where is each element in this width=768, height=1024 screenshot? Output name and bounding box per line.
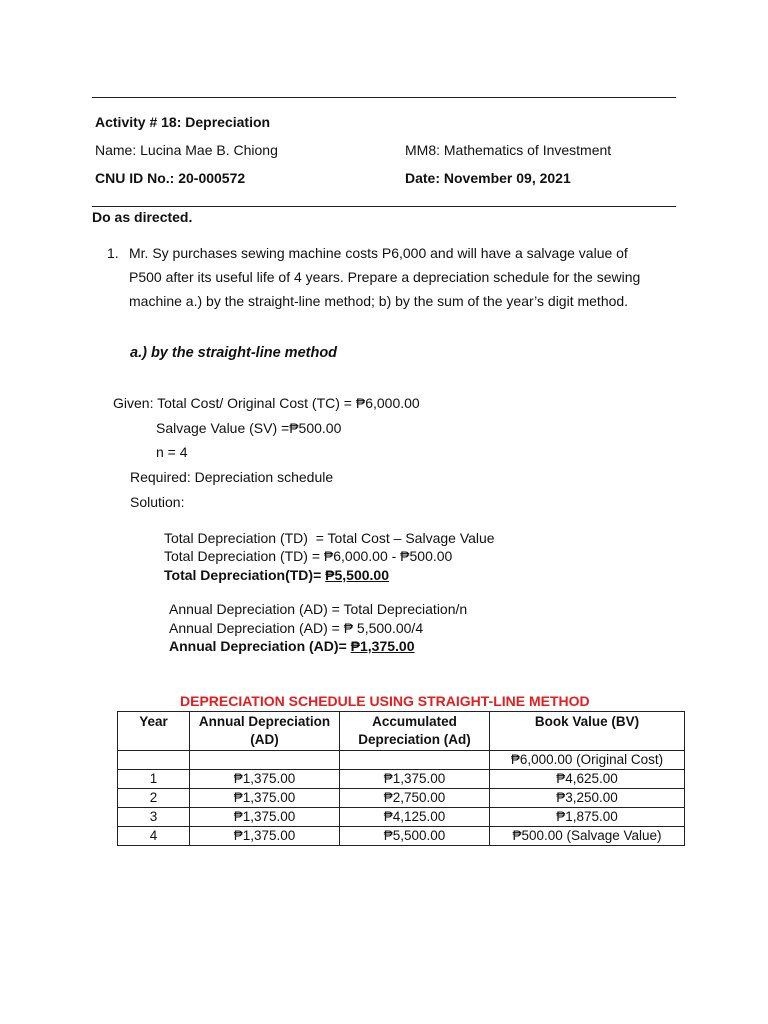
td-substitution: Total Depreciation (TD) = ₱6,000.00 - ₱500.00 — [164, 548, 453, 564]
ad-substitution: Annual Depreciation (AD) = ₱ 5,500.00/4 — [169, 620, 424, 636]
cell-year: 1 — [118, 770, 190, 789]
given-n: n = 4 — [156, 444, 188, 460]
schedule-title: DEPRECIATION SCHEDULE USING STRAIGHT-LINE METHOD — [180, 693, 590, 709]
table-row — [118, 808, 685, 827]
td-result-label: Total Depreciation(TD)= — [164, 567, 326, 583]
problem-number: 1. — [107, 245, 119, 261]
header-accumulated-depreciation: Accumulated Depreciation (Ad) — [340, 712, 490, 751]
table-row — [118, 770, 685, 789]
course-name: MM8: Mathematics of Investment — [405, 142, 612, 158]
header-book-value: Book Value (BV) — [490, 712, 685, 751]
problem-line-3: machine a.) by the straight-line method; b) by the sum of the year’s digit method. — [129, 293, 629, 309]
ad-formula: Annual Depreciation (AD) = Total Depreciation/n — [169, 601, 468, 617]
cell-accumulated-depreciation: ₱4,125.00 — [340, 808, 490, 827]
td-result-value: ₱5,500.00 — [325, 567, 389, 583]
cell-year: 2 — [118, 789, 190, 808]
td-formula: Total Depreciation (TD) = Total Cost – Salvage Value — [164, 530, 495, 546]
cell-accumulated-depreciation — [340, 751, 490, 770]
solution-label: Solution: — [130, 494, 185, 510]
cell-annual-depreciation — [190, 751, 340, 770]
cell-year — [118, 751, 190, 770]
table-header-row — [118, 712, 685, 751]
problem-line-2: P500 after its useful life of 4 years. Prepare a depreciation schedule for the sewing — [129, 269, 641, 285]
td-result — [164, 567, 389, 583]
cell-book-value: ₱3,250.00 — [490, 789, 685, 808]
header-bottom-rule — [92, 206, 676, 207]
top-rule — [92, 97, 676, 98]
cell-book-value: ₱500.00 (Salvage Value) — [490, 827, 685, 846]
cell-annual-depreciation: ₱1,375.00 — [190, 827, 340, 846]
cell-annual-depreciation: ₱1,375.00 — [190, 789, 340, 808]
given-salvage-value: Salvage Value (SV) =₱500.00 — [156, 420, 342, 436]
date: Date: November 09, 2021 — [405, 170, 571, 186]
activity-title: Activity # 18: Depreciation — [95, 114, 271, 130]
header-annual-depreciation: Annual Depreciation (AD) — [190, 712, 340, 751]
cell-book-value: ₱1,875.00 — [490, 808, 685, 827]
student-name: Name: Lucina Mae B. Chiong — [95, 142, 278, 158]
cell-annual-depreciation: ₱1,375.00 — [190, 808, 340, 827]
cell-annual-depreciation: ₱1,375.00 — [190, 770, 340, 789]
section-title: a.) by the straight-line method — [130, 345, 338, 361]
given-total-cost: Given: Total Cost/ Original Cost (TC) = ₱6,000.00 — [113, 395, 420, 411]
cell-year: 3 — [118, 808, 190, 827]
header-year: Year — [118, 712, 190, 751]
cell-accumulated-depreciation: ₱5,500.00 — [340, 827, 490, 846]
ad-result-value: ₱1,375.00 — [350, 638, 415, 654]
ad-result — [169, 638, 414, 654]
cell-accumulated-depreciation: ₱2,750.00 — [340, 789, 490, 808]
id-number: CNU ID No.: 20-000572 — [95, 170, 246, 186]
ad-result-label: Annual Depreciation (AD)= — [169, 638, 351, 654]
table-row — [118, 789, 685, 808]
depreciation-schedule-table — [117, 711, 685, 846]
table-row — [118, 827, 685, 846]
required-text: Required: Depreciation schedule — [130, 469, 334, 485]
cell-year: 4 — [118, 827, 190, 846]
cell-book-value: ₱4,625.00 — [490, 770, 685, 789]
cell-book-value: ₱6,000.00 (Original Cost) — [490, 751, 685, 770]
problem-line-1: Mr. Sy purchases sewing machine costs P6,000 and will have a salvage value of — [129, 245, 628, 261]
instructions: Do as directed. — [92, 209, 193, 225]
table-row — [118, 751, 685, 770]
cell-accumulated-depreciation: ₱1,375.00 — [340, 770, 490, 789]
